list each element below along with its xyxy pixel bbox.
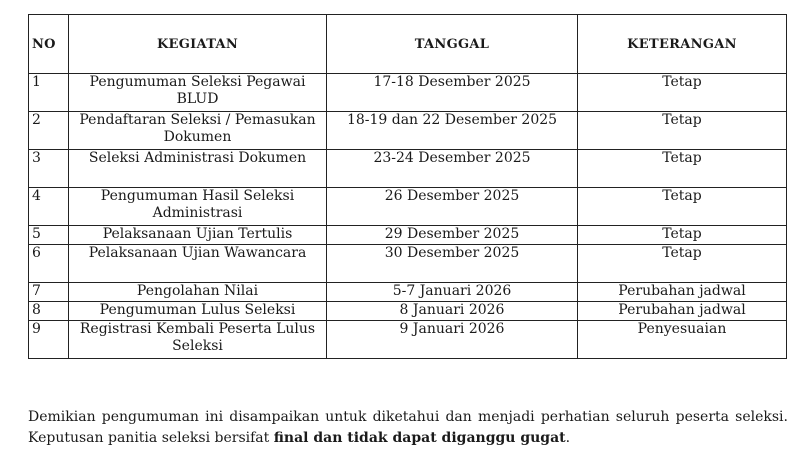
cell-no: 3 — [29, 150, 69, 188]
closing-paragraph — [28, 407, 788, 449]
cell-no: 6 — [29, 245, 69, 283]
cell-tanggal: 30 Desember 2025 — [327, 245, 578, 283]
cell-tanggal: 5-7 Januari 2026 — [327, 283, 578, 302]
table-row — [29, 302, 787, 321]
cell-kegiatan: Pelaksanaan Ujian Wawancara — [69, 245, 327, 283]
cell-no: 1 — [29, 74, 69, 112]
header-keterangan: KETERANGAN — [578, 15, 787, 74]
header-kegiatan: KEGIATAN — [69, 15, 327, 74]
cell-no: 7 — [29, 283, 69, 302]
cell-keterangan: Tetap — [578, 74, 787, 112]
cell-keterangan: Tetap — [578, 188, 787, 226]
closing-emphasis: final dan tidak dapat diganggu gugat — [273, 430, 566, 446]
cell-tanggal: 8 Januari 2026 — [327, 302, 578, 321]
cell-kegiatan: Pelaksanaan Ujian Tertulis — [69, 226, 327, 245]
table-row — [29, 226, 787, 245]
cell-kegiatan: Registrasi Kembali Peserta Lulus Seleksi — [69, 321, 327, 359]
cell-keterangan: Tetap — [578, 245, 787, 283]
table-row — [29, 74, 787, 112]
cell-no: 9 — [29, 321, 69, 359]
closing-text: Demikian pengumuman ini disampaikan untuk diketahui dan menjadi perhatian seluruh peserta seleksi. Keputusan panitia seleksi bersifat — [28, 409, 788, 446]
table-row — [29, 245, 787, 283]
cell-no: 8 — [29, 302, 69, 321]
header-tanggal: TANGGAL — [327, 15, 578, 74]
schedule-table — [28, 14, 787, 359]
cell-kegiatan: Pengumuman Lulus Seleksi — [69, 302, 327, 321]
cell-kegiatan: Pengumuman Hasil Seleksi Administrasi — [69, 188, 327, 226]
closing-end: . — [565, 430, 571, 446]
cell-keterangan: Tetap — [578, 226, 787, 245]
cell-tanggal: 26 Desember 2025 — [327, 188, 578, 226]
cell-tanggal: 29 Desember 2025 — [327, 226, 578, 245]
cell-keterangan: Tetap — [578, 112, 787, 150]
table-row — [29, 112, 787, 150]
cell-tanggal: 18-19 dan 22 Desember 2025 — [327, 112, 578, 150]
table-row — [29, 321, 787, 359]
table-row — [29, 188, 787, 226]
cell-keterangan: Tetap — [578, 150, 787, 188]
cell-kegiatan: Pengumuman Seleksi Pegawai BLUD — [69, 74, 327, 112]
cell-keterangan: Penyesuaian — [578, 321, 787, 359]
cell-tanggal: 9 Januari 2026 — [327, 321, 578, 359]
header-no: NO — [29, 15, 69, 74]
table-row — [29, 150, 787, 188]
cell-kegiatan: Seleksi Administrasi Dokumen — [69, 150, 327, 188]
cell-tanggal: 23-24 Desember 2025 — [327, 150, 578, 188]
table-header-row — [29, 15, 787, 74]
cell-kegiatan: Pengolahan Nilai — [69, 283, 327, 302]
cell-kegiatan: Pendaftaran Seleksi / Pemasukan Dokumen — [69, 112, 327, 150]
table-row — [29, 283, 787, 302]
cell-no: 5 — [29, 226, 69, 245]
cell-no: 4 — [29, 188, 69, 226]
cell-keterangan: Perubahan jadwal — [578, 283, 787, 302]
cell-tanggal: 17-18 Desember 2025 — [327, 74, 578, 112]
cell-keterangan: Perubahan jadwal — [578, 302, 787, 321]
cell-no: 2 — [29, 112, 69, 150]
